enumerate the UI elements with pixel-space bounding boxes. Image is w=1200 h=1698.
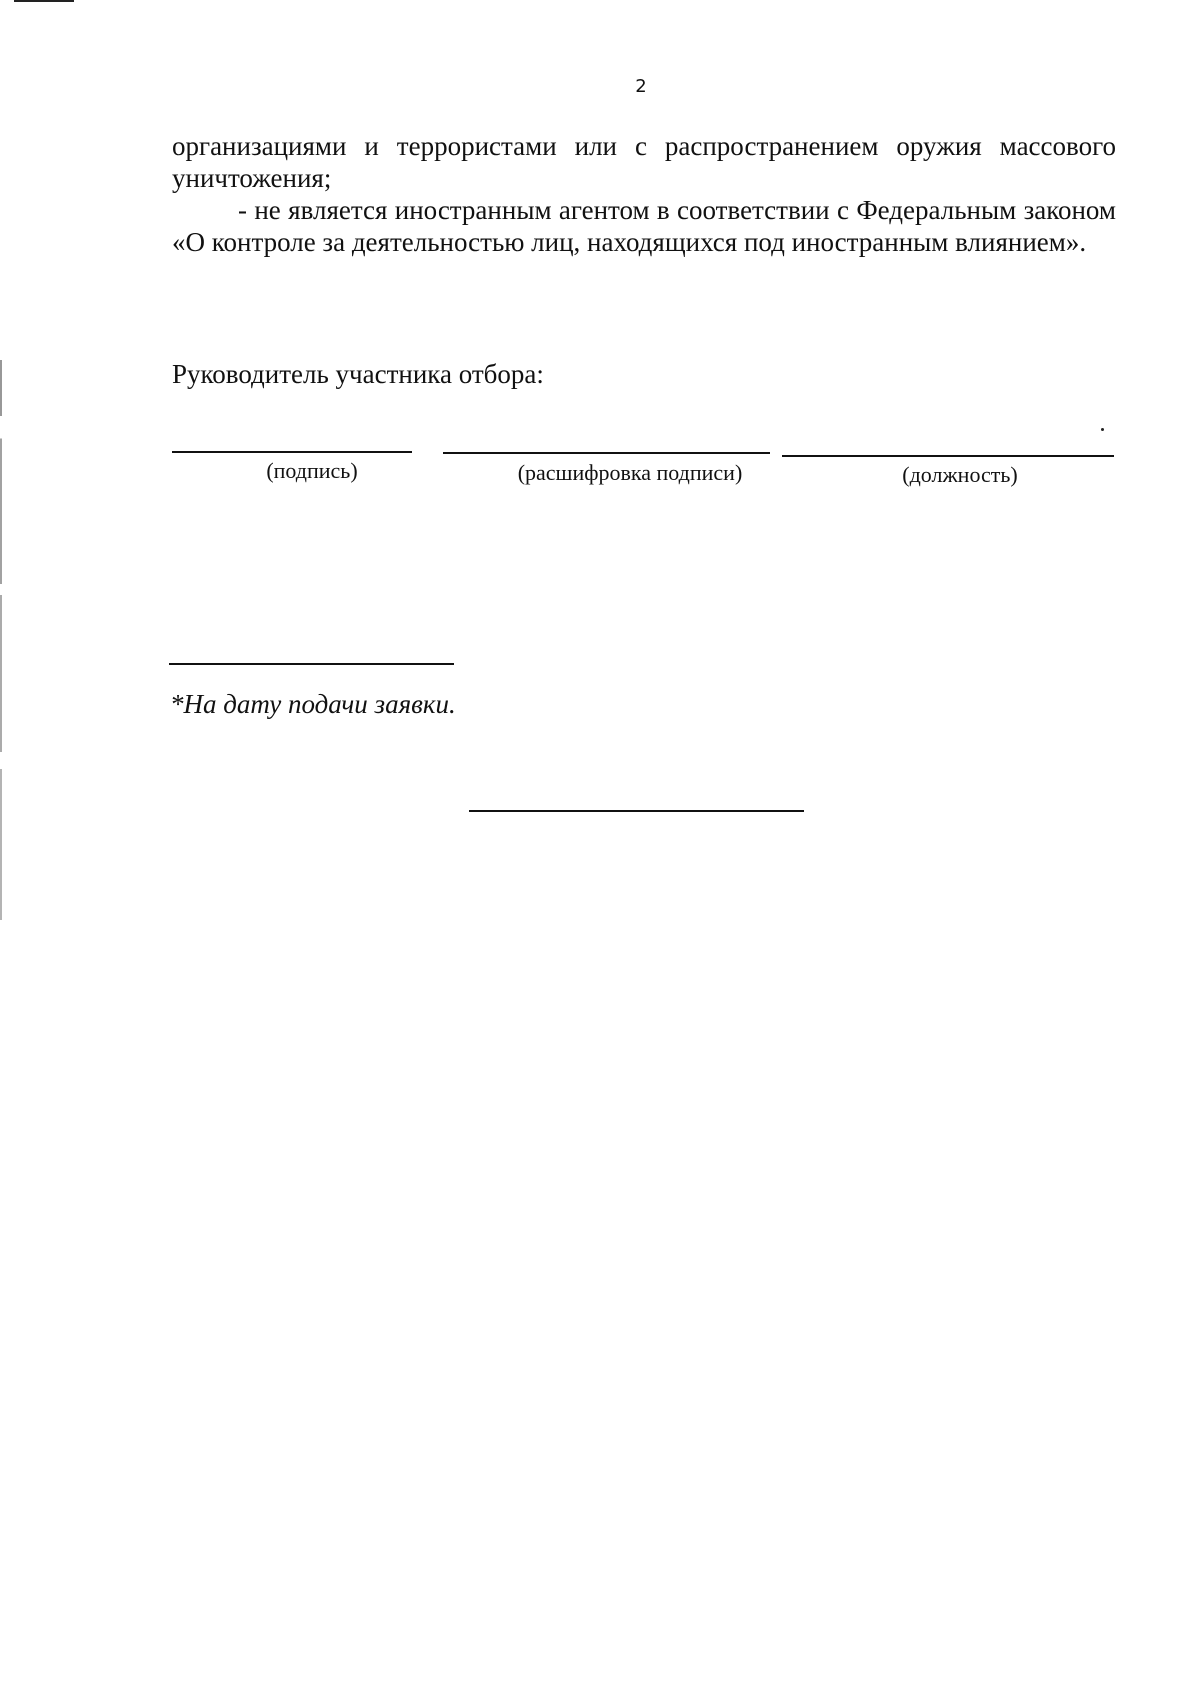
document-end-rule (469, 810, 804, 812)
scan-artifact-dot (1101, 428, 1104, 431)
footnote-separator (169, 663, 454, 665)
footnote-text: *На дату подачи заявки. (170, 689, 456, 719)
signature-caption: (подпись) (266, 458, 358, 483)
signature-line (172, 451, 412, 453)
paragraph-continuation: организациями и террористами или с распространением оружия массового уничтожения; (172, 131, 1116, 193)
body-text (172, 130, 1116, 258)
page-number: 2 (635, 76, 647, 97)
signature-heading: Руководитель участника отбора: (172, 359, 544, 389)
position-line (782, 455, 1114, 457)
scan-artifact-mark (14, 0, 74, 2)
signature-decoding-line (443, 452, 770, 454)
scan-artifact-edge (0, 360, 2, 920)
paragraph-foreign-agent: - не является иностранным агентом в соответствии с Федеральным законом «О контроле за деятельностью лиц, находящихся под иностранным влиянием». (172, 195, 1116, 257)
signature-decoding-caption: (расшифровка подписи) (517, 460, 743, 485)
position-caption: (должность) (902, 462, 1018, 487)
